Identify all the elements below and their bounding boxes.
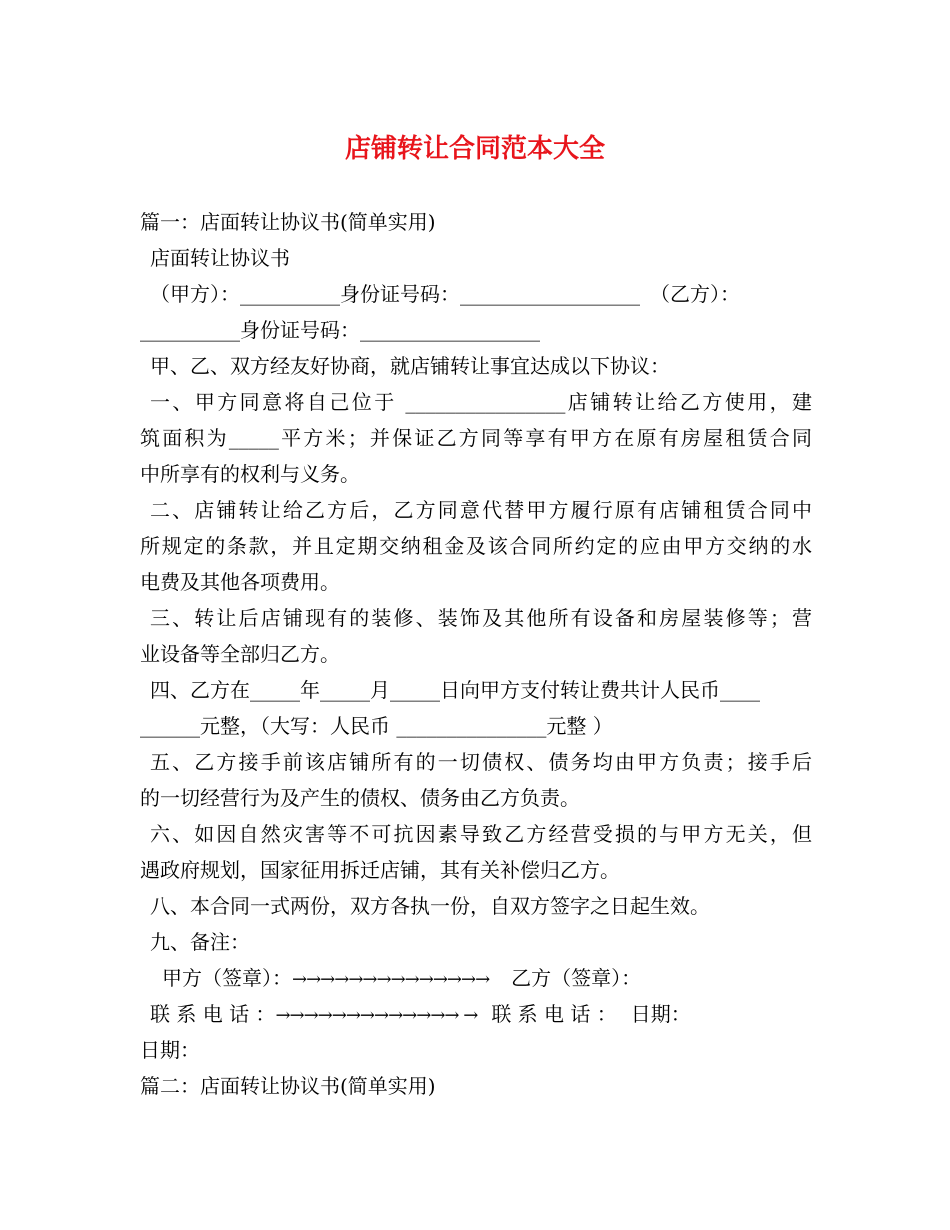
clause-line: 遇政府规划，国家征用拆迁店铺，其有关补偿归乙方。 — [140, 858, 620, 882]
date-label-b: 日期： — [630, 1002, 691, 1026]
arrow-fill-icon: →→→→→→→→→→→→→→ — [292, 969, 490, 990]
section-heading-part-one: 篇一：店面转让协议书(简单实用) — [140, 210, 436, 234]
section-heading-part-two: 篇二：店面转让协议书(简单实用) — [140, 1074, 436, 1098]
clause-line: 业设备等全部归乙方。 — [140, 642, 340, 666]
party-info-line: （甲方）：__________身份证号码：__________________ （乙方）： — [150, 282, 740, 306]
clause-line: 中所享有的权利与义务。 — [140, 462, 360, 486]
clause-line: 六、如因自然灾害等不可抗因素导致乙方经营受损的与甲方无关，但 — [150, 822, 812, 846]
preamble: 甲、乙、双方经友好协商，就店铺转让事宜达成以下协议： — [150, 354, 670, 378]
arrow-fill-icon: →→→→→→→→→→→→→ → — [275, 1005, 478, 1026]
clause-line: 二、店铺转让给乙方后，乙方同意代替甲方履行原有店铺租赁合同中 — [150, 498, 812, 522]
clause-line: 电费及其他各项费用。 — [140, 570, 340, 594]
remarks-label: 九、备注： — [150, 930, 250, 954]
clause-line: 五、乙方接手前该店铺所有的一切债权、债务均由甲方负责；接手后 — [150, 750, 812, 774]
date-label-a: 日期： — [140, 1038, 200, 1062]
document-title: 店铺转让合同范本大全 — [344, 134, 605, 164]
party-info-line: __________身份证号码：__________________ — [140, 318, 540, 342]
clause-line: 八、本合同一式两份，双方各执一份，自双方签字之日起生效。 — [150, 894, 710, 918]
party-a-phone-label: 联 系 电 话 ： — [150, 1002, 276, 1026]
agreement-subtitle: 店面转让协议书 — [150, 246, 290, 270]
party-b-phone-label: 联 系 电 话 ： — [491, 1002, 617, 1026]
clause-line: 筑面积为_____平方米；并保证乙方同等享有甲方在原有房屋租赁合同 — [140, 426, 812, 450]
party-b-signature-label: 乙方（签章）： — [511, 966, 642, 990]
clause-line: 四、乙方在_____年_____月_____日向甲方支付转让费共计人民币____ — [150, 678, 760, 702]
clause-line: 所规定的条款，并且定期交纳租金及该合同所约定的应由甲方交纳的水 — [140, 534, 812, 558]
contact-line — [150, 996, 810, 1032]
clause-line: ______元整，（大写：人民币 _______________元整 ） — [140, 714, 613, 738]
clause-line: 一、甲方同意将自己位于 ________________店铺转让给乙方使用，建 — [150, 390, 812, 414]
party-a-signature-label: 甲方（签章）： — [162, 966, 292, 990]
clause-line: 的一切经营行为及产生的债权、债务由乙方负责。 — [140, 786, 580, 810]
signature-line-party-a — [162, 960, 822, 996]
clause-line: 三、转让后店铺现有的装修、装饰及其他所有设备和房屋装修等；营 — [150, 606, 812, 630]
